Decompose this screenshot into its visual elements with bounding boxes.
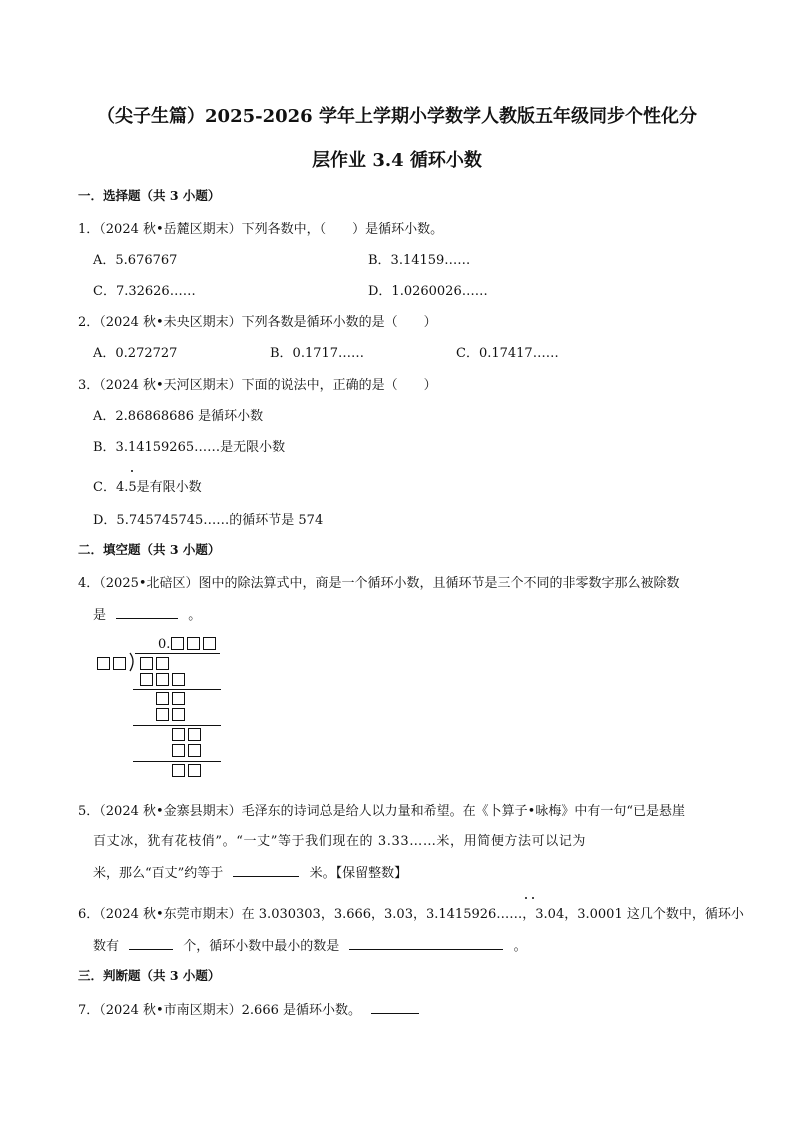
digit-box bbox=[188, 744, 201, 757]
question-1-option-d: D．1.0260026…… bbox=[368, 284, 488, 299]
question-1-option-a: A．5.676767 bbox=[93, 253, 178, 268]
question-3-option-d: D．5.745745745……的循环节是 574 bbox=[93, 513, 324, 528]
question-6-line-2: 数有 个，循环小数中最小的数是 。 bbox=[93, 939, 527, 954]
question-4-line-1: 4．（2025•北碚区）图中的除法算式中，商是一个循环小数，且循环节是三个不同的非零数字那么被除数 bbox=[78, 576, 680, 591]
quotient-prefix: 0. bbox=[158, 637, 171, 652]
question-1-option-b: B．3.14159…… bbox=[368, 253, 471, 268]
digit-box bbox=[203, 637, 216, 650]
repeating-dot bbox=[525, 897, 527, 899]
digit-box bbox=[172, 673, 185, 686]
answer-blank[interactable] bbox=[116, 606, 178, 619]
subtraction-line bbox=[133, 689, 221, 690]
question-2-option-b: B．0.1717…… bbox=[270, 346, 365, 361]
question-2-option-a: A．0.272727 bbox=[93, 346, 178, 361]
subtraction-line bbox=[133, 761, 221, 762]
subtraction-line bbox=[133, 725, 221, 726]
page-title-line-1: （尖子生篇）2025-2026 学年上学期小学数学人教版五年级同步个性化分 bbox=[97, 106, 697, 127]
section-heading-fill: 二．填空题（共 3 小题） bbox=[78, 542, 221, 557]
answer-blank[interactable] bbox=[371, 1001, 419, 1014]
question-7-line: 7．（2024 秋•市南区期末）2.666 是循环小数。 bbox=[78, 999, 419, 1018]
digit-box bbox=[171, 637, 184, 650]
digit-box bbox=[156, 708, 169, 721]
division-bracket bbox=[127, 652, 139, 672]
page-title-line-2: 层作业 3.4 循环小数 bbox=[312, 150, 482, 171]
digit-box bbox=[172, 744, 185, 757]
digit-box bbox=[140, 673, 153, 686]
answer-blank[interactable] bbox=[349, 937, 503, 950]
question-4-line-2: 是 。 bbox=[93, 608, 202, 623]
digit-box bbox=[172, 728, 185, 741]
question-3-option-c: C．4.5是有限小数 bbox=[93, 480, 202, 495]
section-heading-judge: 三．判断题（共 3 小题） bbox=[78, 968, 221, 983]
dividend-digit-box bbox=[140, 657, 153, 670]
digit-box bbox=[172, 692, 185, 705]
digit-box bbox=[172, 764, 185, 777]
question-6-line-1: 6．（2024 秋•东莞市期末）在 3.030303，3.666，3.03，3.1415926……，3.04，3.0001 这几个数中，循环小 bbox=[78, 907, 744, 922]
dividend-digit-box bbox=[156, 657, 169, 670]
divisor-digit-box bbox=[97, 657, 110, 670]
question-1-option-c: C．7.32626…… bbox=[93, 284, 196, 299]
digit-box bbox=[172, 708, 185, 721]
question-3-stem: 3．（2024 秋•天河区期末）下面的说法中，正确的是（ ） bbox=[78, 378, 437, 393]
answer-blank[interactable] bbox=[233, 864, 299, 877]
question-5-line-3: 米，那么“百丈”约等于 米。【保留整数】 bbox=[93, 866, 408, 881]
digit-box bbox=[187, 637, 200, 650]
question-5-line-2: 百丈冰，犹有花枝俏”。“一丈”等于我们现在的 3.33……米，用简便方法可以记为 bbox=[93, 834, 587, 849]
section-heading-choice: 一．选择题（共 3 小题） bbox=[78, 188, 221, 203]
question-1-stem: 1．（2024 秋•岳麓区期末）下列各数中，（ ）是循环小数。 bbox=[78, 222, 444, 237]
digit-box bbox=[156, 673, 169, 686]
divisor-digit-box bbox=[113, 657, 126, 670]
question-3-option-b: B．3.14159265……是无限小数 bbox=[93, 440, 286, 455]
answer-blank[interactable] bbox=[129, 937, 173, 950]
question-2-option-c: C．0.17417…… bbox=[456, 346, 559, 361]
digit-box bbox=[188, 728, 201, 741]
question-2-stem: 2．（2024 秋•未央区期末）下列各数是循环小数的是（ ） bbox=[78, 315, 437, 330]
digit-box bbox=[156, 692, 169, 705]
repeating-dot bbox=[131, 470, 133, 472]
digit-box bbox=[188, 764, 201, 777]
repeating-dot bbox=[532, 897, 534, 899]
question-5-line-1: 5．（2024 秋•金寨县期末）毛泽东的诗词总是给人以力量和希望。在《卜算子•咏梅》中有一句“已是悬崖 bbox=[78, 804, 685, 819]
question-3-option-a: A．2.86868686 是循环小数 bbox=[93, 409, 264, 424]
division-bar bbox=[135, 653, 220, 654]
